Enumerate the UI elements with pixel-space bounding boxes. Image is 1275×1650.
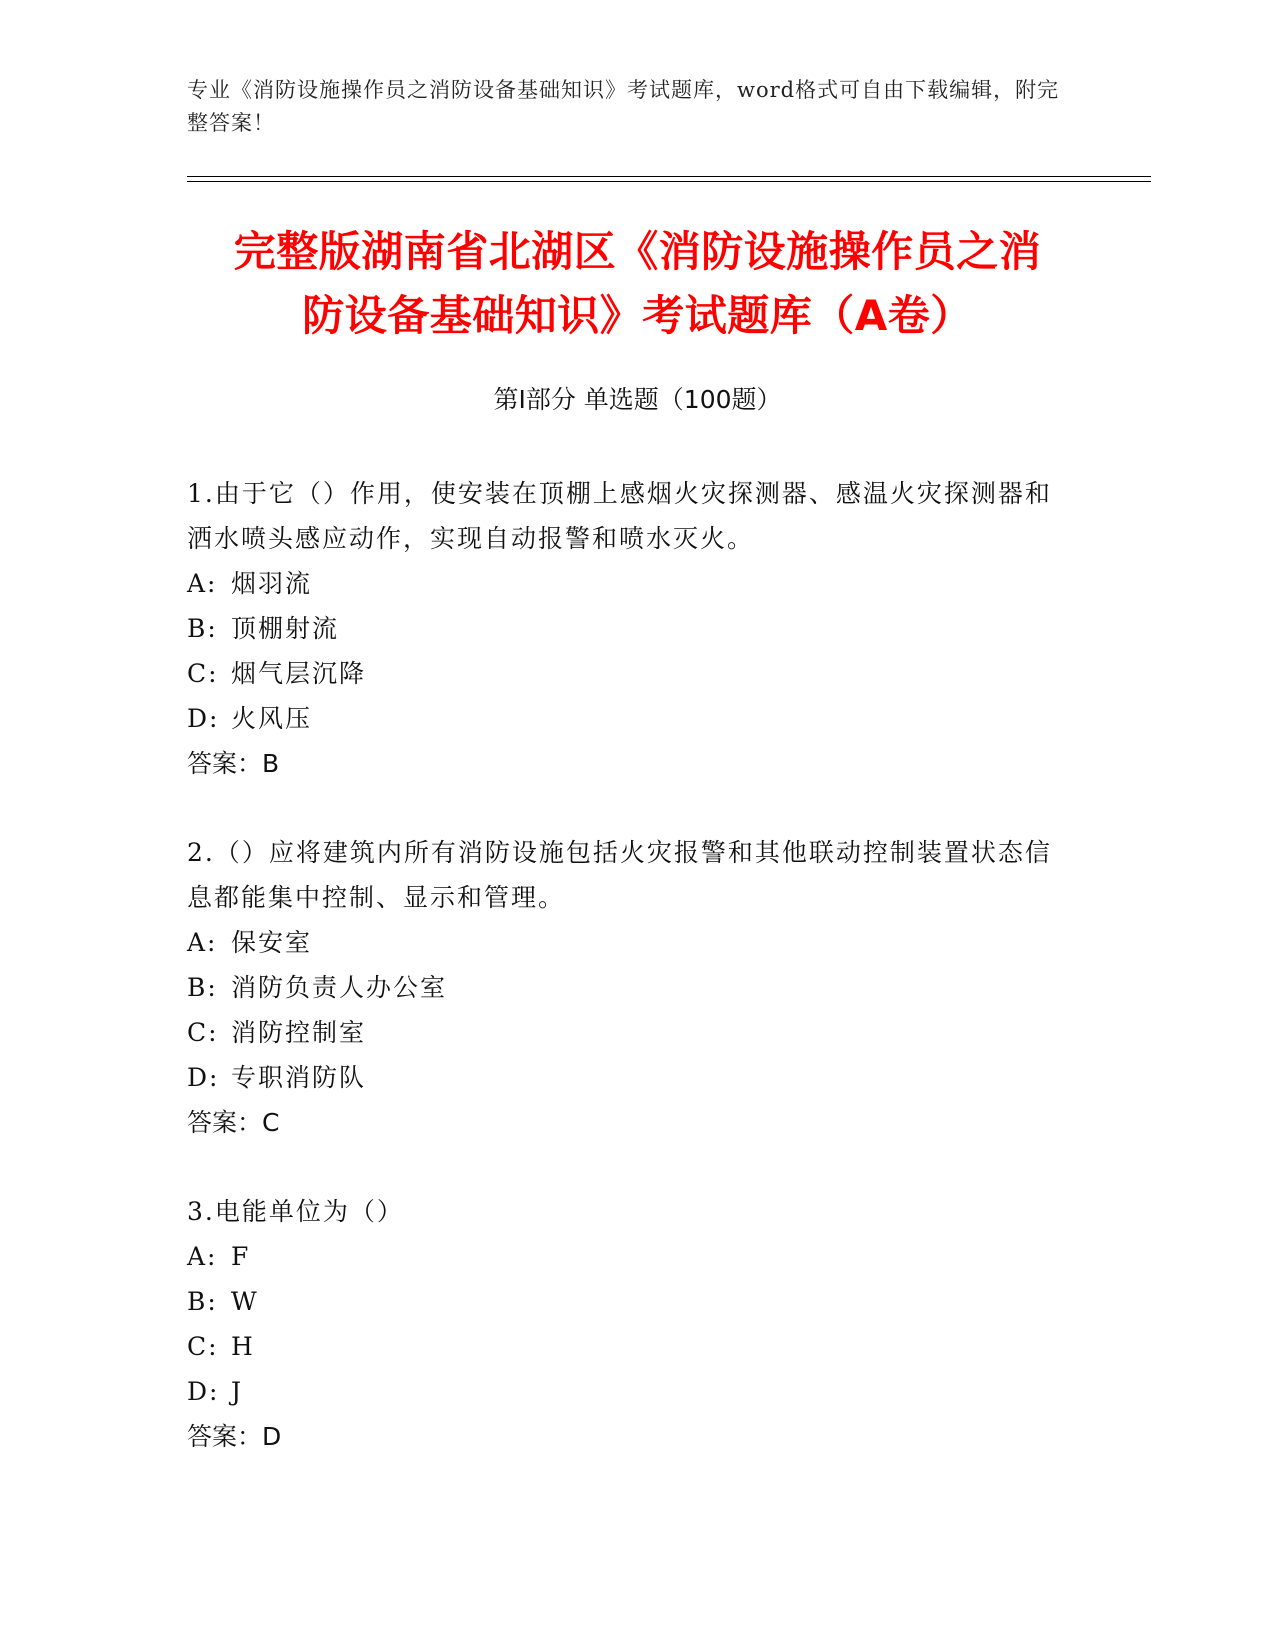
header-divider-top	[187, 176, 1151, 177]
option-text: 消防控制室	[231, 1018, 367, 1047]
answer-value: B	[262, 749, 280, 778]
option-letter: D:	[187, 1377, 220, 1406]
question-item	[187, 1189, 1067, 1459]
document-title	[150, 220, 1125, 348]
option-letter: A:	[187, 569, 218, 598]
option-letter: D:	[187, 1063, 220, 1092]
option-letter: C:	[187, 1018, 219, 1047]
question-option	[187, 965, 1067, 1010]
option-text: 火风压	[231, 704, 313, 733]
option-text: 专职消防队	[231, 1063, 367, 1092]
option-text: 烟气层沉降	[231, 659, 367, 688]
question-option	[187, 561, 1067, 606]
option-text: H	[231, 1332, 255, 1361]
option-letter: A:	[187, 1242, 218, 1271]
question-stem: 3.电能单位为（）	[187, 1197, 404, 1226]
option-letter: B:	[187, 1287, 218, 1316]
question-option	[187, 1324, 1067, 1369]
option-text: 保安室	[231, 928, 313, 957]
answer-label: 答案：	[187, 1422, 263, 1451]
document-title-line-1: 完整版湖南省北湖区《消防设施操作员之消	[233, 227, 1042, 276]
option-text: F	[231, 1242, 251, 1271]
question-item	[187, 830, 1067, 1145]
option-letter: C:	[187, 1332, 219, 1361]
answer-value: C	[262, 1108, 280, 1137]
section-heading: 第Ⅰ部分 单选题（100题）	[493, 385, 782, 414]
question-option	[187, 1055, 1067, 1100]
question-option	[187, 1369, 1067, 1414]
option-letter: B:	[187, 614, 218, 643]
question-answer	[187, 1100, 1067, 1145]
question-option	[187, 1010, 1067, 1055]
question-stem: 1.由于它（）作用，使安装在顶棚上感烟火灾探测器、感温火灾探测器和洒水喷头感应动作，实现自动报警和喷水灭火。	[187, 479, 1052, 553]
option-text: 消防负责人办公室	[231, 973, 448, 1002]
question-option	[187, 920, 1067, 965]
option-text: 烟羽流	[231, 569, 313, 598]
question-option	[187, 696, 1067, 741]
option-text: J	[231, 1377, 244, 1406]
option-letter: C:	[187, 659, 219, 688]
option-text: 顶棚射流	[231, 614, 340, 643]
question-option	[187, 651, 1067, 696]
answer-value: D	[262, 1422, 282, 1451]
question-option	[187, 1234, 1067, 1279]
header-note: 专业《消防设施操作员之消防设备基础知识》考试题库，word格式可自由下载编辑，附完整答案！	[187, 78, 1060, 135]
header-divider-bottom	[187, 181, 1151, 182]
question-answer	[187, 741, 1067, 786]
question-option	[187, 606, 1067, 651]
option-letter: A:	[187, 928, 218, 957]
answer-label: 答案：	[187, 749, 263, 778]
option-letter: D:	[187, 704, 220, 733]
option-text: W	[231, 1287, 259, 1316]
document-title-line-2: 防设备基础知识》考试题库（A卷）	[302, 291, 973, 340]
answer-label: 答案：	[187, 1108, 263, 1137]
question-answer	[187, 1414, 1067, 1459]
question-stem: 2.（）应将建筑内所有消防设施包括火灾报警和其他联动控制装置状态信息都能集中控制、显示和管理。	[187, 838, 1052, 912]
question-option	[187, 1279, 1067, 1324]
option-letter: B:	[187, 973, 218, 1002]
question-item	[187, 471, 1067, 786]
question-list	[187, 471, 1067, 1503]
